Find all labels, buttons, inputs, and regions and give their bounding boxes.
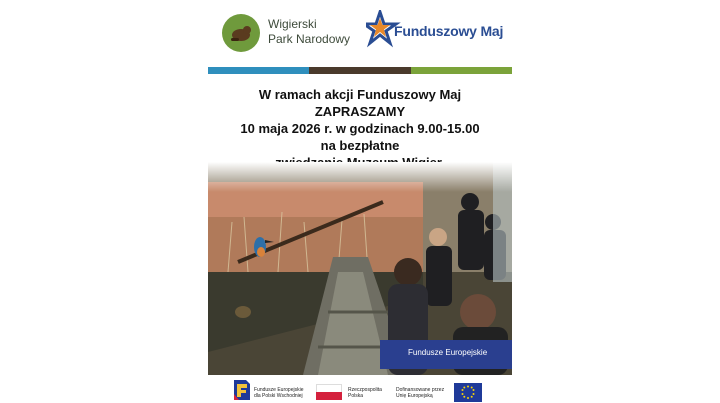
- rp-caption: Rzeczpospolita Polska: [348, 387, 382, 399]
- color-band: [208, 67, 512, 74]
- fe-caption: Fundusze Europejskie dla Polski Wschodniej: [254, 387, 304, 399]
- poster: [208, 0, 512, 403]
- poland-flag-icon: [316, 384, 342, 400]
- beaver-icon: [229, 23, 253, 43]
- eu-caption: Dofinansowane przez Unię Europejską: [396, 387, 445, 399]
- announcement-line-1: W ramach akcji Funduszowy Maj: [258, 87, 462, 102]
- fe-logo-icon: [234, 380, 250, 400]
- fe-banner-text: Fundusze Europejskie: [408, 348, 488, 357]
- band-brown: [309, 67, 410, 74]
- announcement: [208, 86, 512, 171]
- park-logo: [222, 14, 352, 54]
- photo-fade: [208, 162, 512, 192]
- announcement-line-4: na bezpłatne: [320, 138, 400, 153]
- eu-flag-icon: [454, 383, 482, 402]
- funding-footer: [208, 376, 512, 403]
- band-blue: [208, 67, 309, 74]
- event-name: Funduszowy Maj: [394, 23, 504, 39]
- park-name: Wigierski Park Narodowy: [268, 17, 351, 46]
- band-green: [411, 67, 512, 74]
- announcement-line-3: 10 maja 2026 r. w godzinach 9.00-15.00: [240, 121, 480, 136]
- funduszowy-maj-logo: [366, 10, 506, 50]
- announcement-line-2: ZAPRASZAMY: [314, 104, 406, 119]
- museum-photo: [208, 162, 512, 375]
